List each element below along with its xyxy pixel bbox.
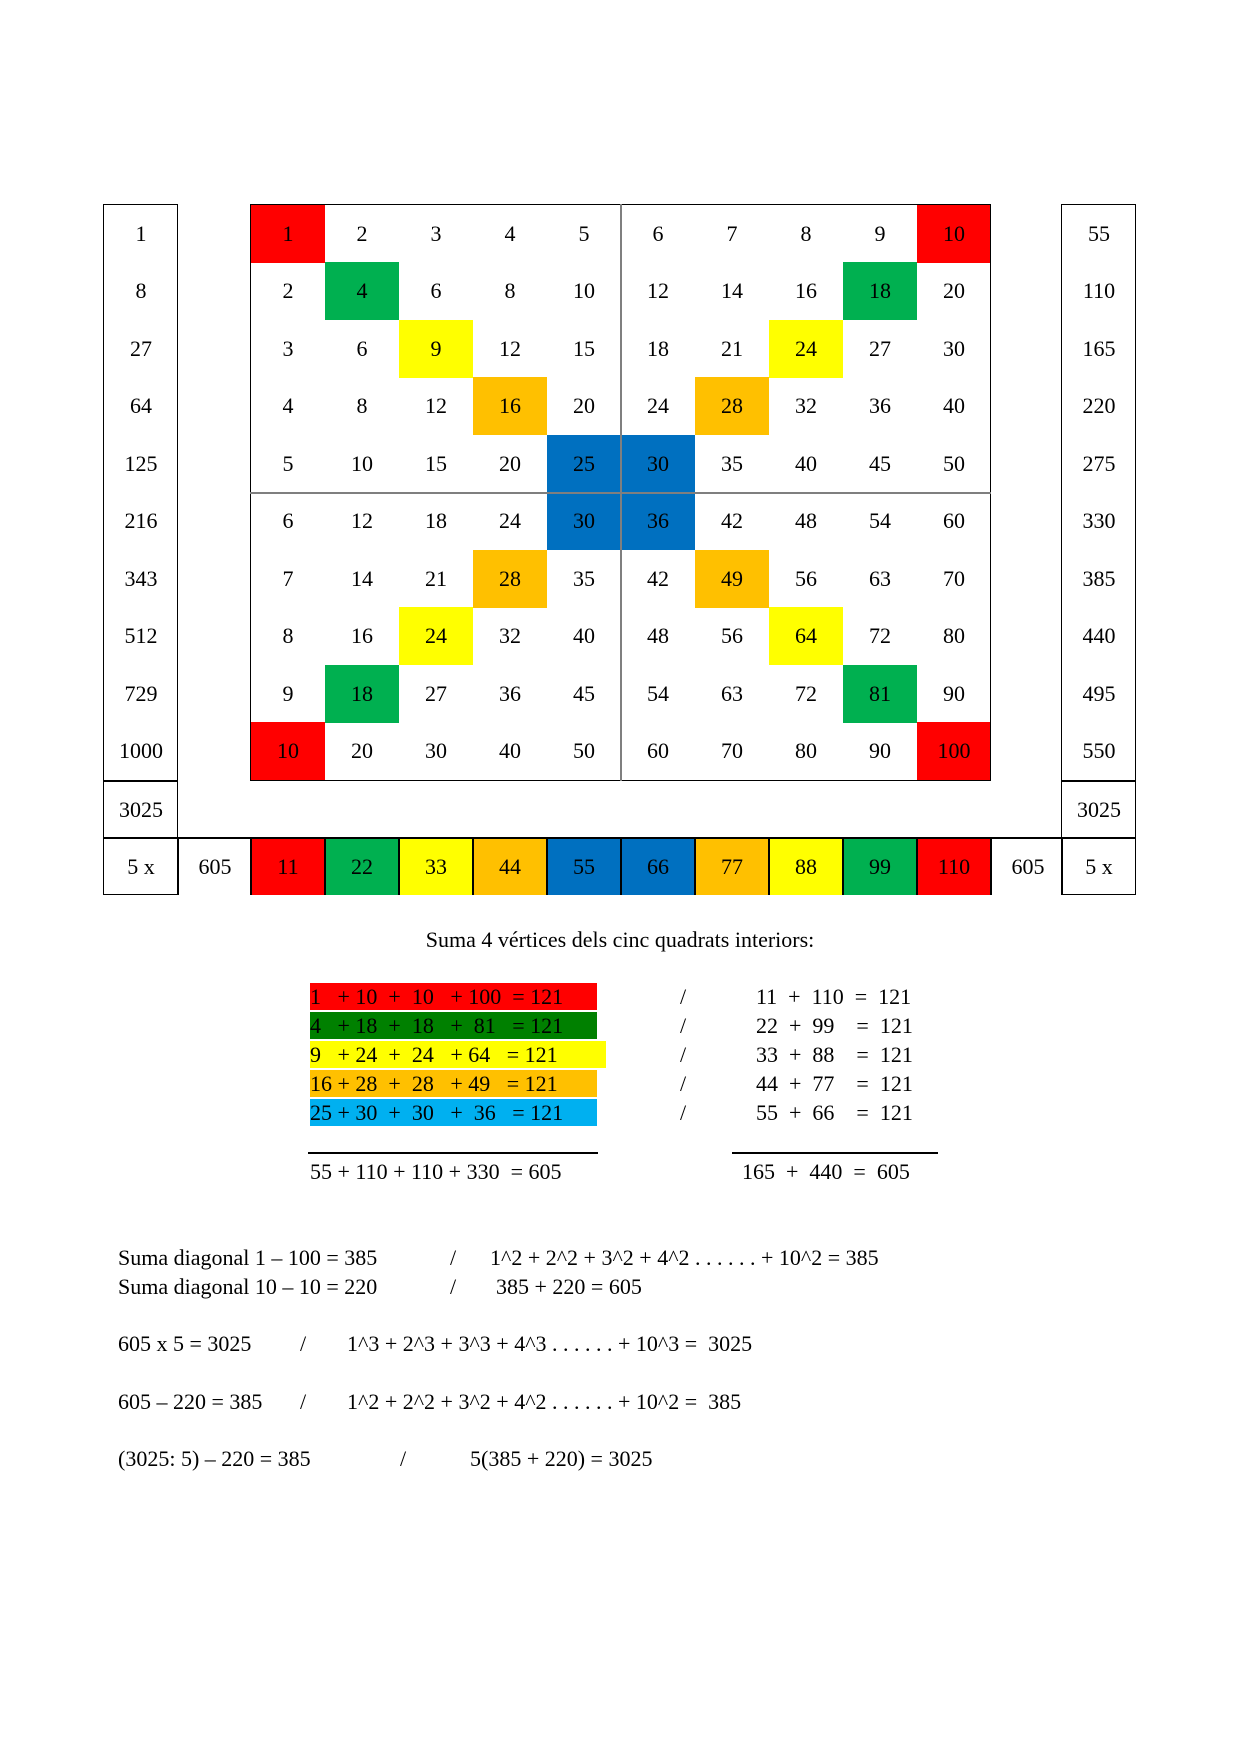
grid-cell: 42	[647, 566, 669, 591]
grid-cell: 32	[795, 393, 817, 418]
right-total-rule	[732, 1152, 938, 1154]
grid-cell: 4	[325, 262, 399, 320]
bottom-row-separator	[324, 837, 326, 895]
grid-cell: 8	[800, 221, 812, 246]
grid-cell: 40	[795, 451, 817, 476]
right-column-cell: 55	[1088, 221, 1110, 246]
grid-cell: 63	[869, 566, 891, 591]
grid-cell: 1	[251, 205, 325, 263]
grid-cell: 9	[874, 221, 886, 246]
grid-cell: 42	[721, 508, 743, 533]
left-column-cell: 125	[124, 451, 158, 476]
right-column-cell: 385	[1082, 566, 1116, 591]
grid-cell: 16	[795, 278, 817, 303]
bottom-row-separator	[1061, 837, 1063, 895]
grid-cell: 80	[943, 623, 965, 648]
bottom-row-cell: 99	[843, 838, 917, 895]
grid-cell: 50	[573, 738, 595, 763]
right-divider	[1061, 780, 1136, 782]
grid-cell: 36	[869, 393, 891, 418]
grid-cell: 32	[499, 623, 521, 648]
grid-cell: 36	[621, 492, 695, 550]
bottom-row-separator	[620, 837, 622, 895]
grid-cell: 16	[473, 377, 547, 435]
grid-cell: 12	[351, 508, 373, 533]
grid-cell: 30	[621, 435, 695, 493]
grid-cell: 10	[573, 278, 595, 303]
right-column-cell: 440	[1082, 623, 1116, 648]
grid-cell: 20	[573, 393, 595, 418]
section-title: Suma 4 vértices dels cinc quadrats interiors:	[425, 927, 815, 952]
note-right: 5(385 + 220) = 3025	[470, 1446, 653, 1471]
grid-cell: 20	[943, 278, 965, 303]
grid-cell: 72	[869, 623, 891, 648]
grid-cell: 28	[473, 550, 547, 608]
bottom-row-cell: 33	[399, 838, 473, 895]
grid-cell: 12	[647, 278, 669, 303]
bottom-row-separator	[472, 837, 474, 895]
note-sep: /	[450, 1245, 457, 1270]
grid-cell: 5	[282, 451, 294, 476]
bottom-row-cell: 55	[547, 838, 621, 895]
grid-cell: 72	[795, 681, 817, 706]
left-sum-row: 25 + 30 + 30 + 36 = 121	[310, 1099, 597, 1126]
bottom-row-cell: 88	[769, 838, 843, 895]
bottom-row-cell: 605	[1011, 853, 1045, 879]
grid-cell: 28	[695, 377, 769, 435]
left-column-cell: 64	[130, 393, 152, 418]
grid-cell: 12	[425, 393, 447, 418]
grid-cell: 7	[282, 566, 294, 591]
right-sum-row: 55 + 66 = 121	[756, 1100, 913, 1125]
bottom-row-separator	[546, 837, 548, 895]
grid-cell: 63	[721, 681, 743, 706]
bottom-row-separator	[250, 837, 252, 895]
grid-cell: 56	[795, 566, 817, 591]
bottom-row-separator	[768, 837, 770, 895]
bottom-row-separator	[916, 837, 918, 895]
grid-cell: 7	[726, 221, 738, 246]
left-total-rule	[308, 1152, 598, 1154]
grid-cell: 8	[356, 393, 368, 418]
grid-cell: 30	[547, 492, 621, 550]
note-sep: /	[400, 1446, 407, 1471]
right-column-cell: 495	[1082, 681, 1116, 706]
grid-cell: 8	[282, 623, 294, 648]
slash: /	[680, 984, 687, 1009]
right-column-cell: 220	[1082, 393, 1116, 418]
grid-cell: 8	[504, 278, 516, 303]
left-sum-row: 4 + 18 + 18 + 81 = 121	[310, 1012, 597, 1039]
note-sep: /	[450, 1274, 457, 1299]
left-divider	[103, 780, 178, 782]
bottom-row-cell: 5 x	[127, 853, 155, 879]
grid-cell: 6	[430, 278, 442, 303]
note-right: 1^3 + 2^3 + 3^3 + 4^3 . . . . . . + 10^3 = 3025	[347, 1331, 753, 1356]
grid-cell: 60	[647, 738, 669, 763]
grid-cell: 24	[769, 320, 843, 378]
grid-cell: 50	[943, 451, 965, 476]
grid-cell: 4	[504, 221, 516, 246]
right-column-cell: 110	[1082, 278, 1116, 303]
grid-cell: 2	[282, 278, 294, 303]
left-sum-row: 9 + 24 + 24 + 64 = 121	[310, 1041, 606, 1068]
bottom-row-cell: 22	[325, 838, 399, 895]
grid-cell: 60	[943, 508, 965, 533]
grid-cell: 48	[647, 623, 669, 648]
left-column-cell: 27	[130, 336, 152, 361]
grid-cell: 48	[795, 508, 817, 533]
grid-cell: 70	[721, 738, 743, 763]
grid-cell: 30	[943, 336, 965, 361]
grid-cell: 24	[399, 607, 473, 665]
bottom-row-cell: 44	[473, 838, 547, 895]
grid-cell: 18	[325, 665, 399, 723]
grid-cell: 27	[869, 336, 891, 361]
grid-cell: 18	[843, 262, 917, 320]
left-column-cell: 343	[124, 566, 158, 591]
note-left: Suma diagonal 1 – 100 = 385	[118, 1245, 378, 1270]
left-column-cell: 1	[135, 221, 147, 246]
note-left: Suma diagonal 10 – 10 = 220	[118, 1274, 378, 1299]
grid-cell: 49	[695, 550, 769, 608]
right-column-cell: 3025	[1077, 797, 1121, 822]
grid-cell: 64	[769, 607, 843, 665]
grid-cell: 3	[282, 336, 294, 361]
grid-cell: 45	[869, 451, 891, 476]
grid-cell: 24	[647, 393, 669, 418]
note-right: 1^2 + 2^2 + 3^2 + 4^2 . . . . . . + 10^2 = 385	[490, 1245, 879, 1270]
bottom-row-cell: 66	[621, 838, 695, 895]
right-total: 165 + 440 = 605	[742, 1159, 910, 1184]
bottom-row-cell: 605	[198, 853, 232, 879]
bottom-row-separator	[177, 837, 179, 895]
note-left: 605 – 220 = 385	[118, 1389, 263, 1414]
left-column-cell: 512	[124, 623, 158, 648]
grid-cell: 81	[843, 665, 917, 723]
grid-cell: 15	[573, 336, 595, 361]
right-column-cell: 165	[1082, 336, 1116, 361]
grid-cell: 54	[869, 508, 891, 533]
grid-cell: 24	[499, 508, 521, 533]
grid-cell: 21	[721, 336, 743, 361]
bottom-row-separator	[694, 837, 696, 895]
bottom-row-cell: 5 x	[1085, 853, 1113, 879]
grid-cell: 35	[721, 451, 743, 476]
left-total: 55 + 110 + 110 + 330 = 605	[310, 1159, 562, 1184]
bottom-row-separator	[990, 837, 992, 895]
bottom-row-cell: 110	[917, 838, 991, 895]
grid-cell: 40	[499, 738, 521, 763]
slash: /	[680, 1071, 687, 1096]
note-left: 605 x 5 = 3025	[118, 1331, 252, 1356]
note-left: (3025: 5) – 220 = 385	[118, 1446, 311, 1471]
grid-cell: 20	[351, 738, 373, 763]
left-column-cell: 729	[124, 681, 158, 706]
grid-cell: 4	[282, 393, 294, 418]
grid-cell: 5	[578, 221, 590, 246]
left-column-cell: 8	[135, 278, 147, 303]
grid-cell: 12	[499, 336, 521, 361]
right-sum-row: 22 + 99 = 121	[756, 1013, 913, 1038]
right-sum-row: 33 + 88 = 121	[756, 1042, 913, 1067]
grid-cell: 6	[652, 221, 664, 246]
note-sep: /	[300, 1331, 307, 1356]
grid-cell: 80	[795, 738, 817, 763]
right-column-border	[1061, 204, 1136, 895]
grid-cell: 10	[351, 451, 373, 476]
grid-horizontal-mid	[250, 492, 991, 494]
left-column-border	[103, 204, 178, 895]
grid-cell: 10	[917, 205, 991, 263]
grid-cell: 90	[869, 738, 891, 763]
right-sum-row: 44 + 77 = 121	[756, 1071, 913, 1096]
grid-cell: 36	[499, 681, 521, 706]
bottom-row-separator	[842, 837, 844, 895]
grid-cell: 18	[647, 336, 669, 361]
grid-cell: 6	[282, 508, 294, 533]
left-column-cell: 3025	[119, 797, 163, 822]
right-column-cell: 330	[1082, 508, 1116, 533]
grid-cell: 15	[425, 451, 447, 476]
grid-cell: 54	[647, 681, 669, 706]
grid-cell: 35	[573, 566, 595, 591]
left-sum-row: 1 + 10 + 10 + 100 = 121	[310, 983, 597, 1010]
slash: /	[680, 1042, 687, 1067]
grid-cell: 9	[282, 681, 294, 706]
left-sum-row: 16 + 28 + 28 + 49 = 121	[310, 1070, 597, 1097]
bottom-row-separator	[398, 837, 400, 895]
right-column-cell: 275	[1082, 451, 1116, 476]
right-column-cell: 550	[1082, 738, 1116, 763]
grid-cell: 10	[251, 722, 325, 780]
grid-cell: 40	[943, 393, 965, 418]
grid-cell: 30	[425, 738, 447, 763]
grid-cell: 18	[425, 508, 447, 533]
grid-cell: 70	[943, 566, 965, 591]
grid-cell: 45	[573, 681, 595, 706]
grid-cell: 27	[425, 681, 447, 706]
grid-cell: 100	[917, 722, 991, 780]
grid-cell: 20	[499, 451, 521, 476]
grid-cell: 90	[943, 681, 965, 706]
grid-cell: 14	[721, 278, 743, 303]
grid-cell: 56	[721, 623, 743, 648]
right-sum-row: 11 + 110 = 121	[756, 984, 912, 1009]
bottom-row-cell: 11	[251, 838, 325, 895]
bottom-row-cell: 77	[695, 838, 769, 895]
note-sep: /	[300, 1389, 307, 1414]
grid-cell: 16	[351, 623, 373, 648]
note-right: 1^2 + 2^2 + 3^2 + 4^2 . . . . . . + 10^2 = 385	[347, 1389, 742, 1414]
grid-cell: 2	[356, 221, 368, 246]
grid-cell: 14	[351, 566, 373, 591]
grid-cell: 25	[547, 435, 621, 493]
note-right: 385 + 220 = 605	[496, 1274, 642, 1299]
slash: /	[680, 1013, 687, 1038]
left-column-cell: 1000	[119, 738, 163, 763]
grid-cell: 40	[573, 623, 595, 648]
grid-cell: 3	[430, 221, 442, 246]
grid-cell: 9	[399, 320, 473, 378]
left-column-cell: 216	[124, 508, 158, 533]
grid-cell: 6	[356, 336, 368, 361]
grid-cell: 21	[425, 566, 447, 591]
slash: /	[680, 1100, 687, 1125]
